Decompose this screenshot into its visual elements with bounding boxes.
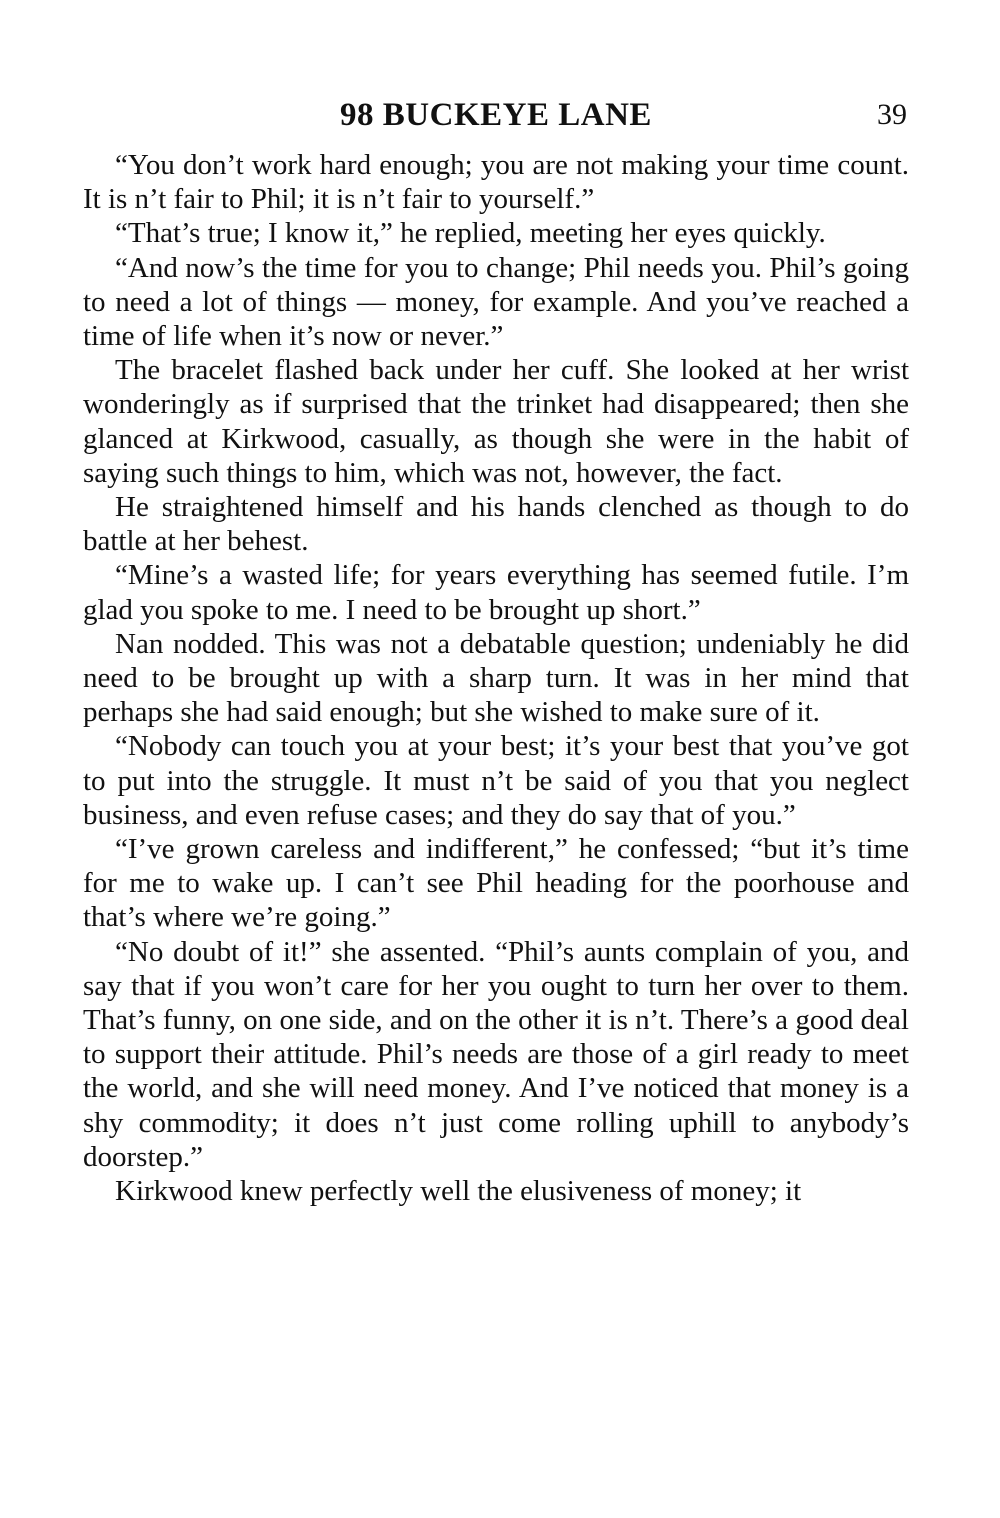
paragraph: “Nobody can touch you at your best; it’s your best that you’ve got to put into the struggle. It must n’t be said of you that you neglect business, and even refuse cases; and they do say that of you.”: [83, 730, 909, 831]
page-number: 39: [877, 98, 907, 131]
paragraph: Kirkwood knew perfectly well the elusiveness of money; it: [115, 1175, 802, 1208]
running-title: 98 BUCKEYE LANE: [340, 97, 652, 133]
paragraph: “And now’s the time for you to change; Phil needs you. Phil’s going to need a lot of things — money, for example. And you’ve reached a time of life when it’s now or never.”: [83, 251, 909, 353]
body-text: [83, 148, 909, 1208]
paragraph: The bracelet flashed back under her cuff. She looked at her wrist wonderingly as if surprised that the trinket had disappeared; then she glanced at Kirkwood, casually, as though she were in the habit of saying such things to him, which was not, however, the fact.: [83, 354, 909, 489]
paragraph: “No doubt of it!” she assented. “Phil’s aunts complain of you, and say that if you won’t care for her you ought to turn her over to them. That’s funny, on one side, and on the other it is n’t. There’s a good deal to support their attitude. Phil’s needs are those of a girl ready to meet the world, and she will need money. And I’ve noticed that money is a shy commodity; it does n’t just come rolling uphill to anybody’s doorstep.”: [83, 935, 909, 1173]
page-header: [83, 92, 909, 138]
paragraph: “That’s true; I know it,” he replied, meeting her eyes quickly.: [115, 217, 826, 250]
paragraph: He straightened himself and his hands clenched as though to do battle at her behest.: [83, 491, 909, 558]
paragraph: “You don’t work hard enough; you are not making your time count. It is n’t fair to Phil; it is n’t fair to yourself.”: [83, 149, 909, 216]
paragraph: “I’ve grown careless and indifferent,” he confessed; “but it’s time for me to wake up. I can’t see Phil heading for the poorhouse and that’s where we’re going.”: [83, 833, 909, 934]
paragraph: “Mine’s a wasted life; for years everything has seemed futile. I’m glad you spoke to me. I need to be brought up short.”: [83, 559, 909, 626]
book-page: [83, 92, 909, 1208]
paragraph: Nan nodded. This was not a debatable question; undeniably he did need to be brought up with a sharp turn. It was in her mind that perhaps she had said enough; but she wished to make sure of it.: [83, 627, 909, 729]
